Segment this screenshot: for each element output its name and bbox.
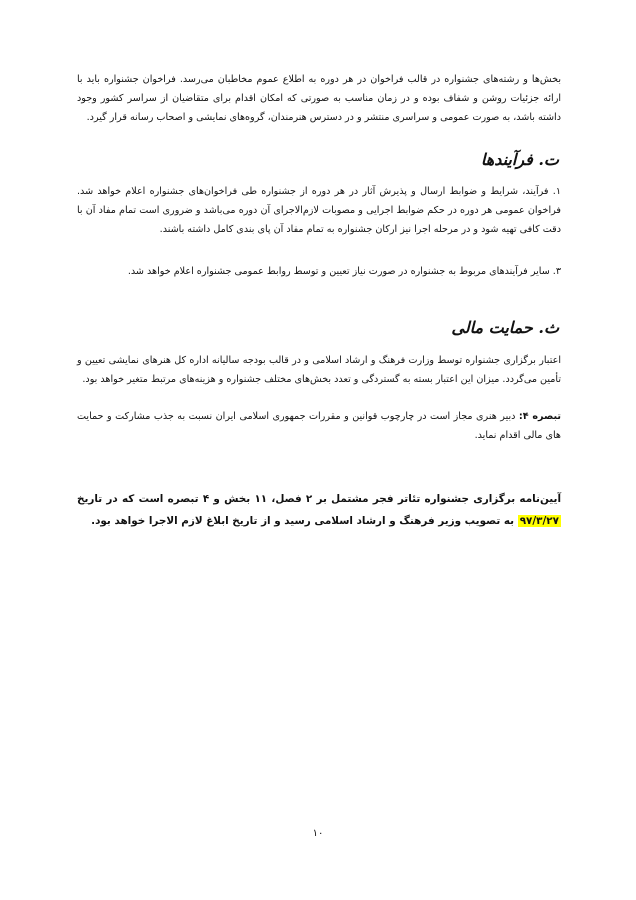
closing-text-before: آیین‌نامه برگزاری جشنواره تئاتر فجر مشتمل بر ۲ فصل، ۱۱ بخش و ۴ تبصره است که در تاریخ [77, 493, 562, 505]
processes-item-1: ۱. فرآیند، شرایط و ضوابط ارسال و پذیرش آثار در هر دوره از جشنواره طی فراخوان‌های جشنواره اعلام خواهد شد. فراخوان عمومی هر دوره در حکم ضوابط اجرایی و مصوبات لازم‌الاجرای آن دوره می‌باشد و ضروری است تمام مفاد آن با دقت کافی تهیه شود و در مرحله اجرا نیز ارکان جشنواره به تمام مفاد آن پای بندی کامل داشته باشند. [77, 186, 561, 235]
finance-note [77, 407, 561, 445]
highlighted-date: ۹۷/۳/۲۷ [519, 515, 559, 527]
note-text: دبیر هنری مجاز است در چارچوب قوانین و مقررات جمهوری اسلامی ایران نسبت به جذب مشارکت و حمایت های مالی اقدام نماید. [77, 411, 561, 441]
section-heading-finance: ث. حمایت مالی [451, 318, 559, 337]
closing-text-after: به تصویب وزیر فرهنگ و ارشاد اسلامی رسید و از تاریخ ابلاغ لازم الاجرا خواهد بود. [91, 515, 518, 527]
note-label: تبصره ۴: [518, 411, 561, 422]
page-number: ۱۰ [312, 828, 324, 839]
intro-paragraph: بخش‌ها و رشته‌های جشنواره در قالب فراخوان در هر دوره به اطلاع عموم مخاطبان می‌رسد. فراخوان جشنواره باید با ارائه جزئیات روشن و شفاف بوده و در زمان مناسب به صورتی که امکان اقدام برای متقاضیان از سراسر کشور وجود داشته باشد، به صورت عمومی و سراسری منتشر و در دسترس هنرمندان، گروه‌های نمایشی و اصحاب رسانه قرار گیرد. [77, 74, 561, 123]
section-heading-processes: ت. فرآیندها [480, 150, 559, 169]
processes-item-3: ۳. سایر فرآیندهای مربوط به جشنواره در صورت نیاز تعیین و توسط روابط عمومی جشنواره اعلام خواهد شد. [127, 266, 561, 277]
closing-paragraph [77, 488, 561, 532]
finance-paragraph: اعتبار برگزاری جشنواره توسط وزارت فرهنگ و ارشاد اسلامی و در قالب بودجه سالیانه اداره کل هنرهای نمایشی تعیین و تأمین می‌گردد. میزان این اعتبار بسته به گستردگی و تعدد بخش‌های مختلف جشنواره و هزینه‌های مرتبط متغیر خواهد بود. [77, 355, 561, 385]
